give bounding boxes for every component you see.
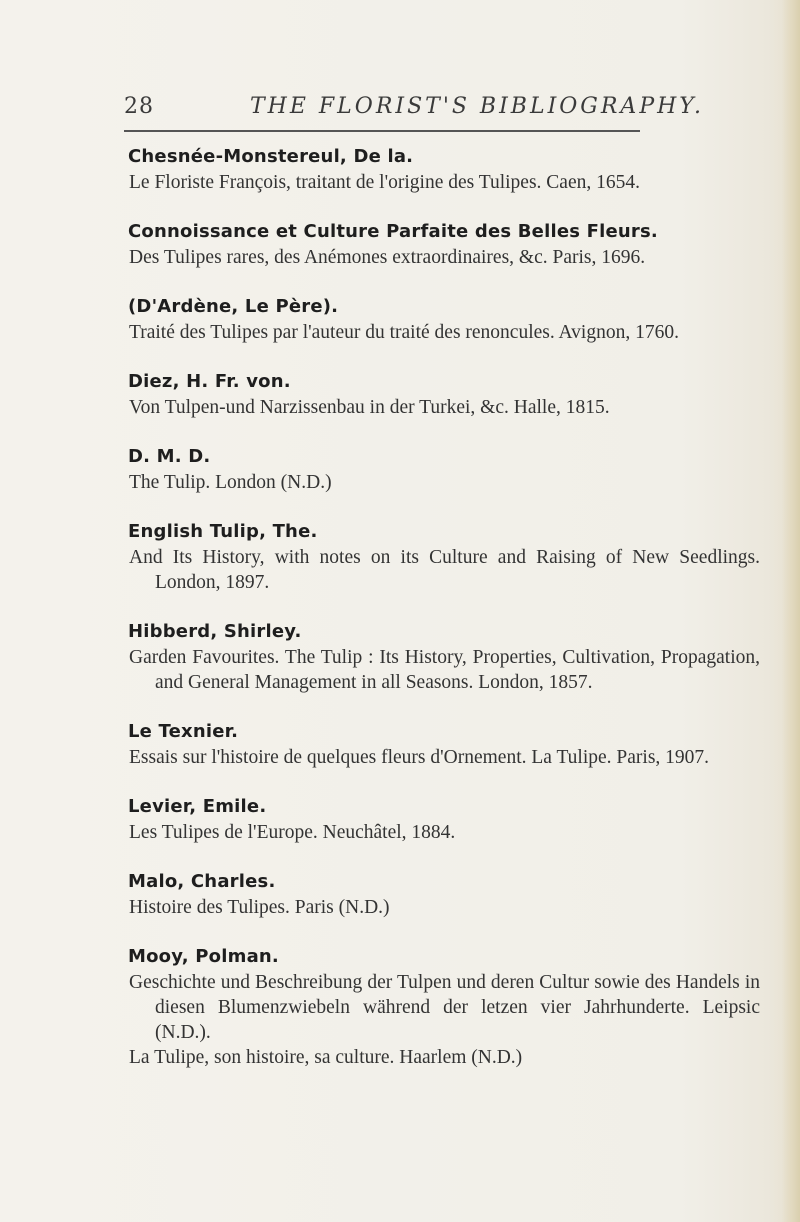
entry-citation: Les Tulipes de l'Europe. Neuchâtel, 1884. xyxy=(129,822,456,843)
entry-heading: Levier, Emile. xyxy=(128,796,267,817)
bibliography-entry xyxy=(128,519,760,595)
entry-citation: Des Tulipes rares, des Anémones extraordinaires, &c. Paris, 1696. xyxy=(129,247,646,268)
entry-citation: And Its History, with notes on its Culture and Raising of New Seedlings. London, 1897. xyxy=(129,547,760,593)
entry-citation: Geschichte und Beschreibung der Tulpen und deren Cultur sowie des Handels in diesen Blumenzwiebeln während der letzen vier Jahrhunderte. Leipsic (N.D.). xyxy=(129,972,760,1043)
entry-citation: The Tulip. London (N.D.) xyxy=(129,472,332,493)
bibliography-entry xyxy=(128,719,760,770)
entry-heading: Mooy, Polman. xyxy=(128,946,279,967)
page-edge-shadow xyxy=(782,0,800,1222)
entry-heading: Connoissance et Culture Parfaite des Belles Fleurs. xyxy=(128,221,658,242)
bibliography-entry xyxy=(128,619,760,695)
entry-heading: (D'Ardène, Le Père). xyxy=(128,296,339,317)
entry-citation: Histoire des Tulipes. Paris (N.D.) xyxy=(129,897,390,918)
running-title: THE FLORIST'S BIBLIOGRAPHY. xyxy=(250,94,704,119)
entry-heading: English Tulip, The. xyxy=(128,521,318,542)
bibliography-entry xyxy=(128,444,760,495)
entry-heading: Malo, Charles. xyxy=(128,871,276,892)
entry-citation: La Tulipe, son histoire, sa culture. Haarlem (N.D.) xyxy=(129,1047,523,1068)
bibliography-entry xyxy=(128,219,760,270)
bibliography-entry xyxy=(128,794,760,845)
entry-heading: Chesnée-Monstereul, De la. xyxy=(128,146,414,167)
entry-heading: Diez, H. Fr. von. xyxy=(128,371,291,392)
entry-citation: Von Tulpen-und Narzissenbau in der Turkei, &c. Halle, 1815. xyxy=(129,397,610,418)
bibliography-entry xyxy=(128,294,760,345)
entry-citation: Le Floriste François, traitant de l'origine des Tulipes. Caen, 1654. xyxy=(129,172,640,193)
entry-heading: D. M. D. xyxy=(128,446,211,467)
entry-heading: Hibberd, Shirley. xyxy=(128,621,302,642)
bibliography-entry xyxy=(128,944,760,1070)
bibliography-entries xyxy=(128,144,760,1094)
bibliography-entry xyxy=(128,869,760,920)
page-number: 28 xyxy=(124,94,154,119)
entry-citation: Traité des Tulipes par l'auteur du traité des renoncules. Avignon, 1760. xyxy=(129,322,679,343)
entry-citation: Essais sur l'histoire de quelques fleurs d'Ornement. La Tulipe. Paris, 1907. xyxy=(129,747,710,768)
entry-heading: Le Texnier. xyxy=(128,721,239,742)
entry-citation: Garden Favourites. The Tulip : Its History, Properties, Cultivation, Propagation, and General Management in all Seasons. London, 1857. xyxy=(129,647,760,693)
page-header xyxy=(124,88,704,128)
bibliography-entry xyxy=(128,369,760,420)
bibliography-entry xyxy=(128,144,760,195)
header-rule xyxy=(124,130,640,132)
